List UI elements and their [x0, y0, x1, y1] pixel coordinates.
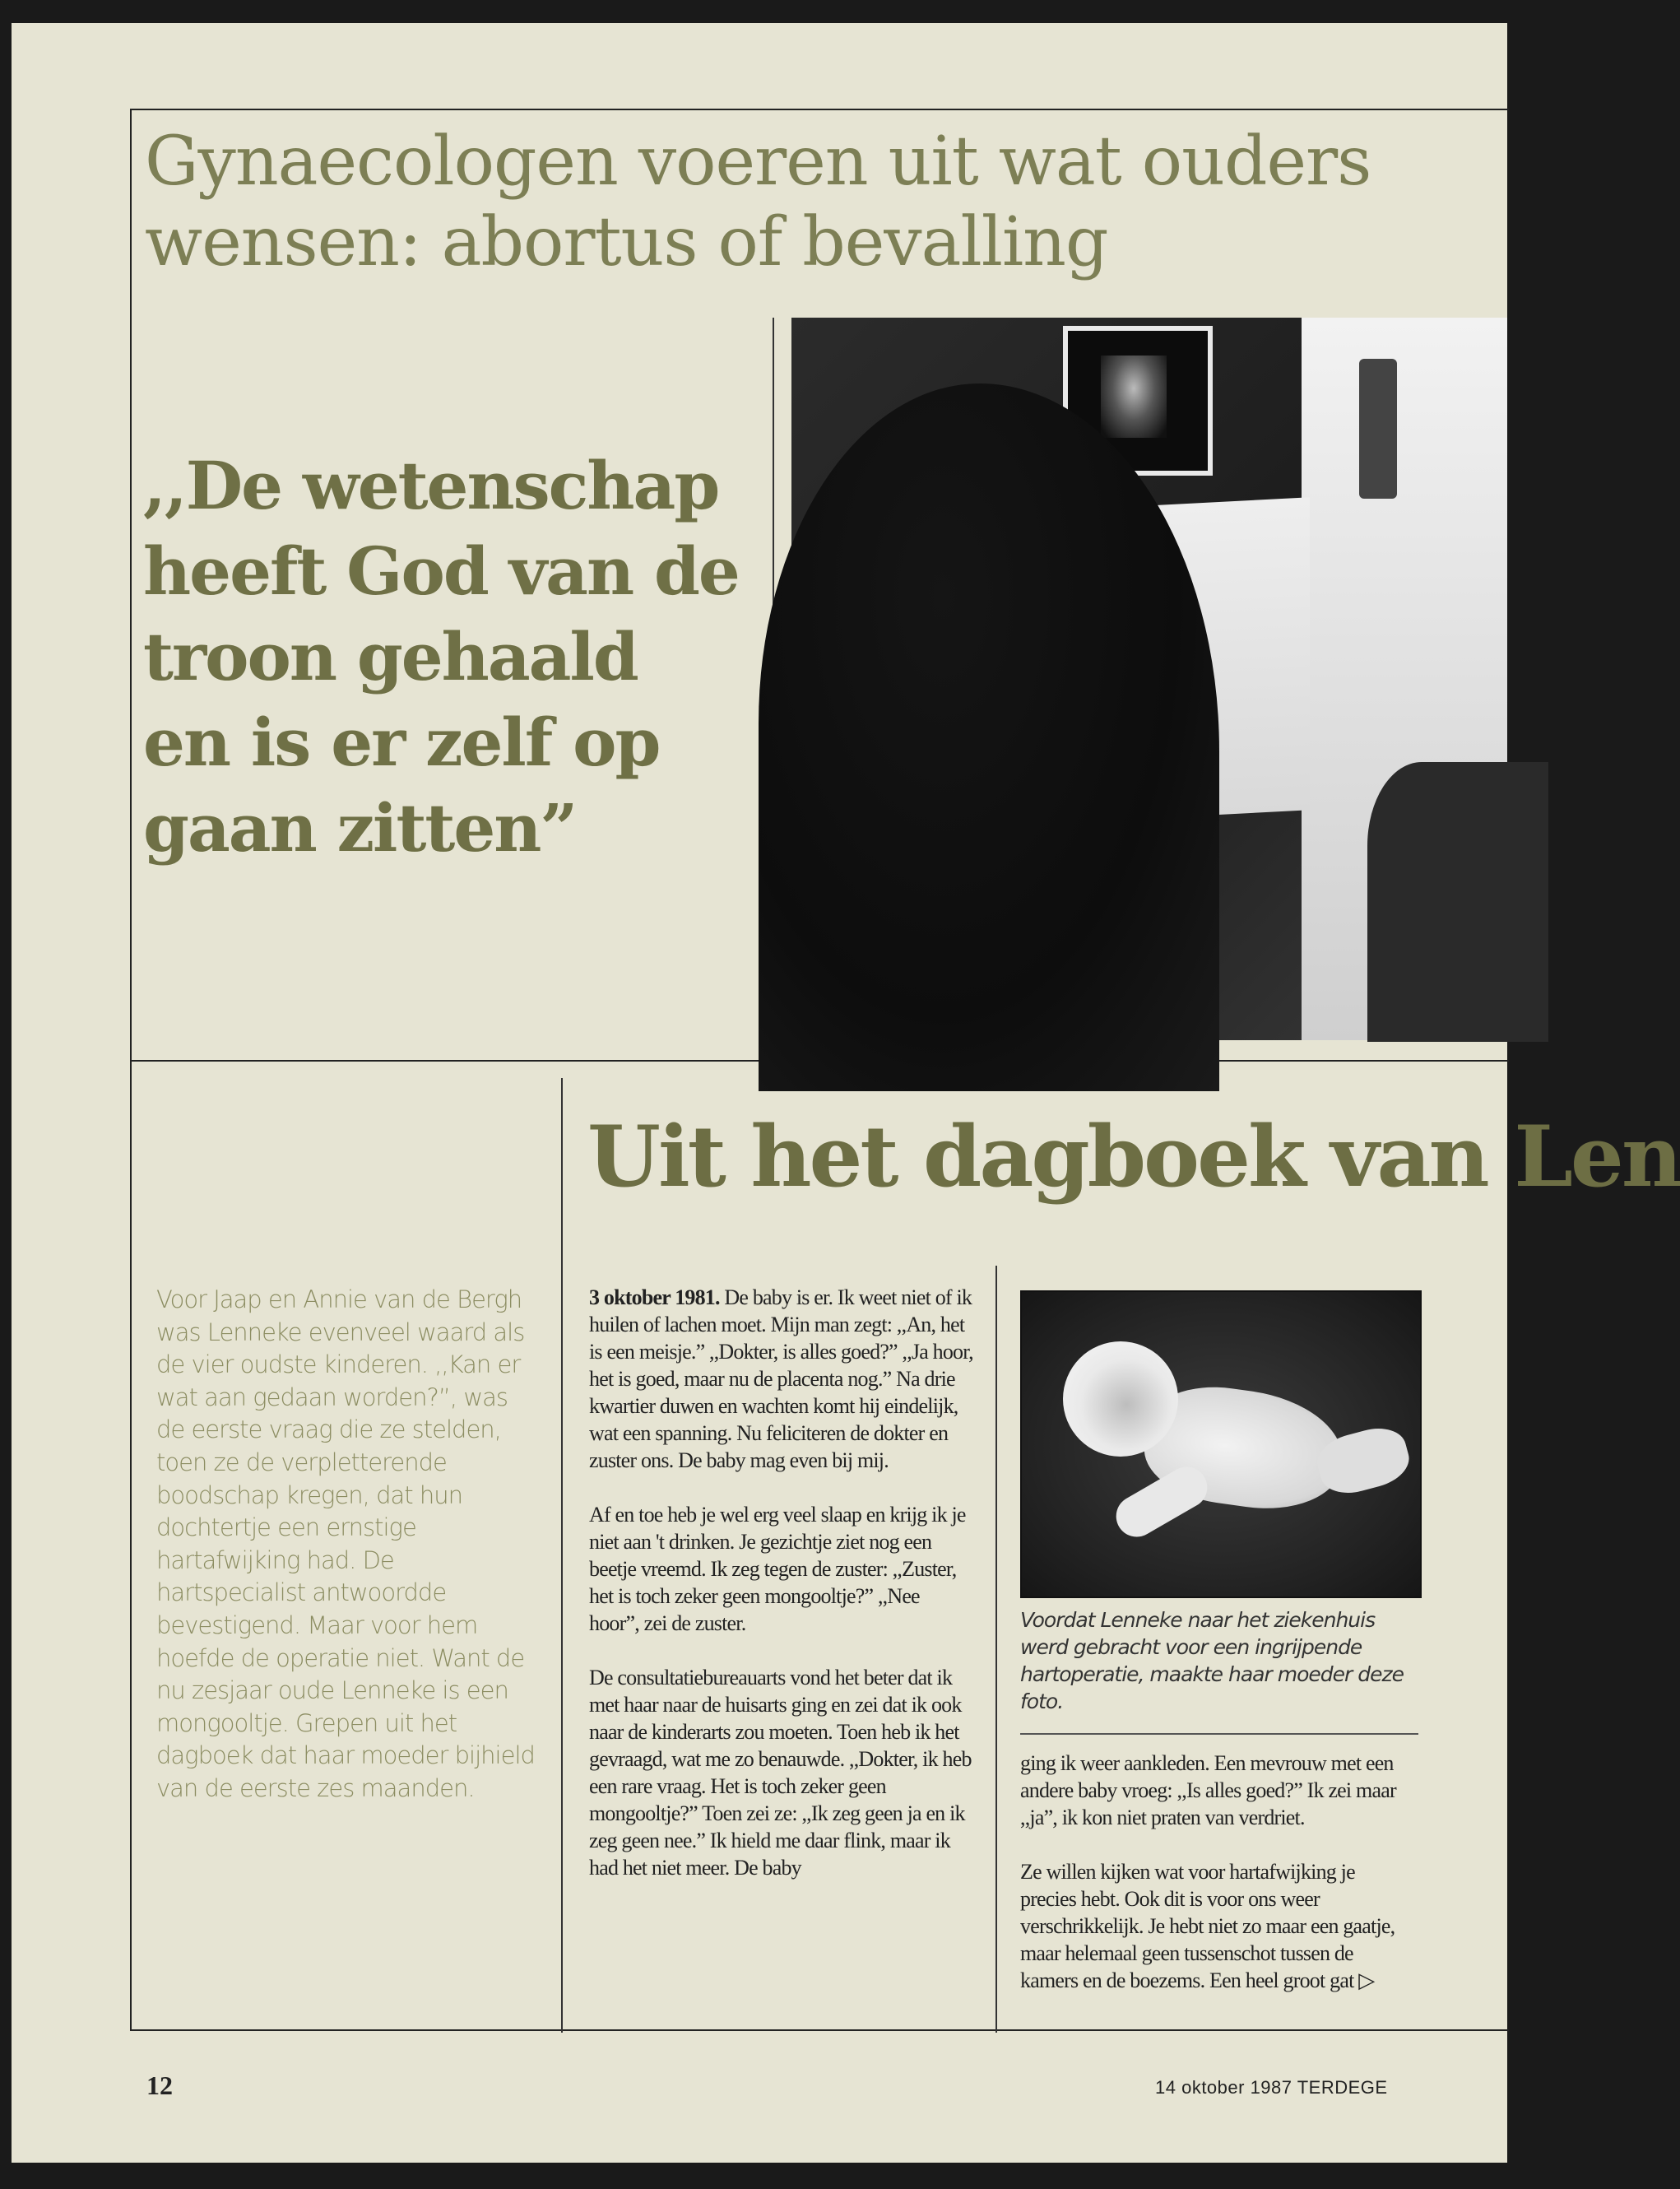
- article-headline: [145, 122, 1461, 283]
- pull-quote-line: troon gehaald: [143, 618, 638, 695]
- column-rule: [995, 1266, 997, 2033]
- headline-line-2: wensen: abortus of bevalling: [145, 203, 1108, 281]
- pull-quote-line: en is er zelf op: [143, 704, 660, 781]
- diary-paragraph: ging ik weer aankleden. Een mevrouw met een andere baby vroeg: ,,Is alles goed?” Ik zei maar ,,ja”, ik kon niet praten van verdriet.: [1020, 1751, 1396, 1829]
- photo-gauge: [1359, 359, 1397, 499]
- caption-rule: [1020, 1733, 1418, 1735]
- diary-paragraph: Af en toe heb je wel erg veel slaap en krijg ik je niet aan 't drinken. Je gezichtje ziet nog een beetje vreemd. Ik zeg tegen de zuster: ,,Zuster, het is toch zeker geen mongooltje?” ,,Nee hoor”, zei de zuster.: [589, 1503, 966, 1635]
- photo-caption: Voordat Lenneke naar het ziekenhuis werd gebracht voor een ingrijpende hartoperatie, maakte haar moeder deze foto.: [1020, 1608, 1404, 1713]
- issue-date: 14 oktober 1987 TERDEGE: [1155, 2077, 1388, 2098]
- baby-photo: [1020, 1290, 1422, 1598]
- diary-column-1: [589, 1284, 974, 1908]
- pull-quote-line: heeft God van de: [143, 532, 739, 610]
- diary-column-2: [1020, 1750, 1407, 2021]
- diary-title: Uit het dagboek van Len: [587, 1108, 1680, 1206]
- magazine-page: [12, 23, 1680, 2163]
- diary-date: 3 oktober 1981.: [589, 1285, 720, 1309]
- headline-line-1: Gynaecologen voeren uit wat ouders: [145, 123, 1371, 201]
- pull-quote: [143, 443, 768, 871]
- photo-monitor-scan: [1101, 356, 1167, 438]
- intro-text: Voor Jaap en Annie van de Bergh was Lenneke evenveel waard als de vier oudste kinderen. ,,Kan er wat aan gedaan worden?”, was de eerste vraag die ze stelden, toen ze de verpletterende boodschap kregen, dat hun dochtertje een ernstige hartafwijking had. De hartspecialist antwoordde bevestigend. Maar voor hem hoefde de operatie niet. Want de nu zesjaar oude Lenneke is een mongooltje. Grepen uit het dagboek dat haar moeder bijhield van de eerste zes maanden.: [156, 1285, 535, 1802]
- column-rule: [561, 1078, 563, 2033]
- photo-bed: [1367, 762, 1548, 1042]
- baby-photo-head: [1063, 1341, 1178, 1457]
- diary-paragraph: De consultatiebureauarts vond het beter dat ik met haar naar de huisarts ging en zei dat ik ook naar de kinderarts zou moeten. Toen heb ik het gevraagd, wat me zo benauwde. ,,Dokter, ik heb een rare vraag. Het is toch zeker geen mongooltje?” Toen zei ze: ,,Ik zeg geen ja en ik zeg geen nee.” Ik hield me daar flink, maar ik had het niet meer. De baby: [589, 1666, 972, 1880]
- diary-text: De baby is er. Ik weet niet of ik huilen of lachen moet. Mijn man zegt: ,,An, het is een meisje.” ,,Dokter, is alles goed?” ,,Ja hoor, het is goed, maar nu de placenta nog.” Na drie kwartier duwen en wachten komt hij eindelijk, wat een spanning. Nu feliciteren de dokter en zuster ons. De baby mag even bij mij.: [589, 1285, 973, 1472]
- diary-paragraph: [589, 1284, 974, 1474]
- pull-quote-line: ,,De wetenschap: [143, 447, 719, 524]
- diary-paragraph: Ze willen kijken wat voor hartafwijking je precies hebt. Ook dit is voor ons weer verschrikkelijk. Je hebt niet zo maar een gaatje, maar helemaal geen tussenschot tussen de kamers en de boezems. Een heel groot gat ▷: [1020, 1860, 1395, 1992]
- photo-doctor-silhouette: [759, 383, 1219, 1091]
- ultrasound-room-photo: [791, 318, 1507, 1040]
- pull-quote-line: gaan zitten”: [143, 789, 577, 867]
- page-number: 12: [146, 2070, 173, 2100]
